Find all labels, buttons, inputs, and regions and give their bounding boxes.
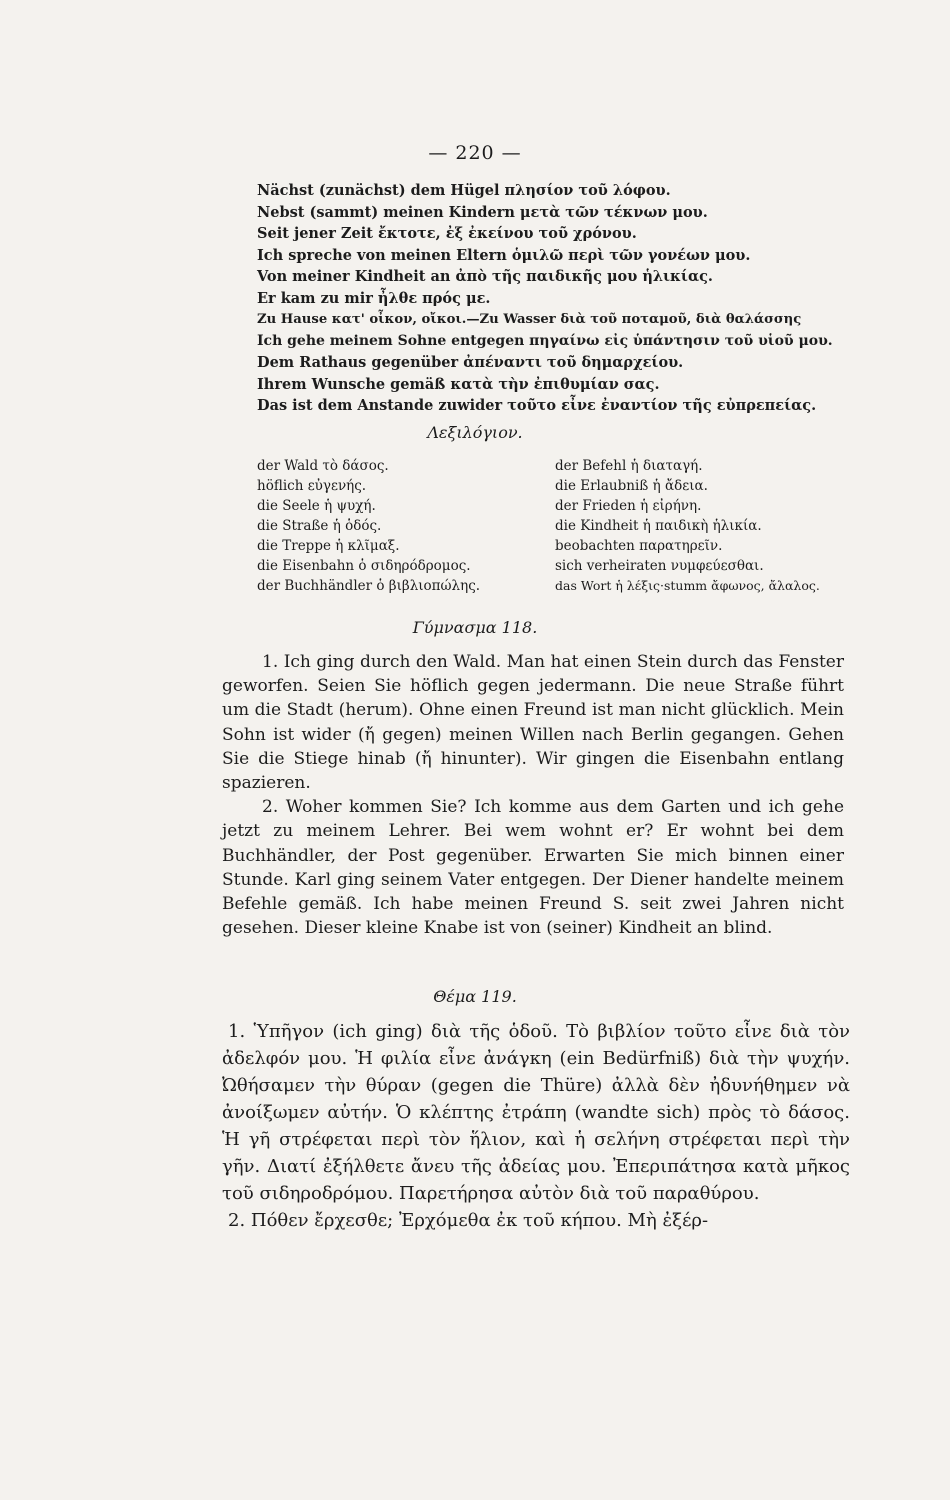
phrase-line: Ich gehe meinem Sohne entgegen πηγαίνω εἰς ὑπάντησιν τοῦ υἱοῦ μου. <box>257 332 833 349</box>
exercise-paragraph: 1. Ich ging durch den Wald. Man hat einen Stein durch das Fenster geworfen. Seien Sie höflich gegen jedermann. Die neue Straße führt um die Stadt (herum). Ohne einen Freund ist man nicht glücklich. Mein Sohn ist wider (ἤ gegen) meinen Willen nach Berlin gegangen. Gehen Sie die Stiege hinab (ἤ hinunter). Wir gingen die Eisenbahn entlang spazieren. <box>222 652 844 794</box>
vocabulary-entry: der Wald τὸ δάσος. <box>257 458 389 474</box>
vocabulary-entry: der Befehl ἡ διαταγή. <box>555 458 703 474</box>
vocabulary-entry: beobachten παρατηρεῖν. <box>555 538 723 554</box>
vocabulary-entry: die Eisenbahn ὁ σιδηρόδρομος. <box>257 558 471 574</box>
vocabulary-right-column <box>555 456 820 596</box>
vocabulary-entry: die Straße ἡ ὁδός. <box>257 518 382 534</box>
phrase-line: Nächst (zunächst) dem Hügel πλησίον τοῦ λόφου. <box>257 182 671 199</box>
vocabulary-heading: Λεξιλόγιον. <box>427 423 523 442</box>
vocabulary-entry: die Kindheit ἡ παιδικὴ ἡλικία. <box>555 518 762 534</box>
phrase-line: Dem Rathaus gegenüber ἀπέναντι τοῦ δημαρχείου. <box>257 354 684 371</box>
vocabulary-entry: sich verheiraten νυμφεύεσθαι. <box>555 558 764 574</box>
theme-text <box>222 1018 850 1234</box>
phrase-line: Das ist dem Anstande zuwider τοῦτο εἶνε ἐναντίον τῆς εὐπρεπείας. <box>257 397 817 414</box>
vocabulary-left-column <box>257 456 480 596</box>
vocabulary-entry: die Seele ἡ ψυχή. <box>257 498 376 514</box>
page-number: — 220 — <box>428 142 522 164</box>
phrase-line: Zu Hause κατ' οἶκον, οἴκοι.—Zu Wasser διὰ τοῦ ποταμοῦ, διὰ θαλάσσης <box>257 312 802 327</box>
theme-paragraph: 1. Ὑπῆγον (ich ging) διὰ τῆς ὁδοῦ. Τὸ βιβλίον τοῦτο εἶνε διὰ τὸν ἀδελφόν μου. Ἡ φιλία εἶνε ἀνάγκη (ein Bedürfniß) διὰ τὴν ψυχήν. Ὠθήσαμεν τὴν θύραν (gegen die Thüre) ἀλλὰ δὲν ἠδυνήθημεν νὰ ἀνοίξωμεν αὐτήν. Ὁ κλέπτης ἐτράπη (wandte sich) πρὸς τὸ δάσος. Ἡ γῆ στρέφεται περὶ τὸν ἥλιον, καὶ ἡ σελήνη στρέφεται περὶ τὴν γῆν. Διατί ἐξήλθετε ἄνευ τῆς ἀδείας μου. Ἐπεριπάτησα κατὰ μῆκος τοῦ σιδηροδρόμου. Παρετήρησα αὐτὸν διὰ τοῦ παραθύρου. <box>222 1021 850 1204</box>
phrase-line: Ihrem Wunsche gemäß κατὰ τὴν ἐπιθυμίαν σας. <box>257 375 660 393</box>
vocabulary-entry: das Wort ἡ λέξις·stumm ἄφωνος, ἄλαλος. <box>555 578 820 593</box>
theme-heading: Θέμα 119. <box>433 987 517 1006</box>
phrase-line: Seit jener Zeit ἔκτοτε, ἐξ ἐκείνου τοῦ χρόνου. <box>257 225 637 242</box>
phrase-line: Ich spreche von meinen Eltern ὁμιλῶ περὶ τῶν γονέων μου. <box>257 246 751 264</box>
vocabulary-entry: die Erlaubniß ἡ ἄδεια. <box>555 478 708 494</box>
phrase-list <box>257 180 857 417</box>
exercise-heading: Γύμνασμα 118. <box>412 618 538 637</box>
phrase-line: Nebst (sammt) meinen Kindern μετὰ τῶν τέκνων μου. <box>257 203 708 221</box>
vocabulary-entry: höflich εὐγενής. <box>257 478 367 494</box>
phrase-line: Von meiner Kindheit an ἀπὸ τῆς παιδικῆς μου ἡλικίας. <box>257 268 713 285</box>
vocabulary-entry: der Frieden ἡ εἰρήνη. <box>555 498 702 514</box>
phrase-line: Er kam zu mir ἦλθε πρός με. <box>257 289 491 307</box>
exercise-paragraph: 2. Woher kommen Sie? Ich komme aus dem Garten und ich gehe jetzt zu meinem Lehrer. Bei wem wohnt er? Er wohnt bei dem Buchhändler, der Post gegenüber. Erwarten Sie mich binnen einer Stunde. Karl ging seinem Vater entgegen. Der Diener handelte meinem Befehle gemäß. Ich habe meinen Freund S. seit zwei Jahren nicht gesehen. Dieser kleine Knabe ist von (seiner) Kindheit an blind. <box>222 797 844 939</box>
vocabulary-entry: der Buchhändler ὁ βιβλιοπώλης. <box>257 578 481 594</box>
vocabulary-entry: die Treppe ἡ κλῖμαξ. <box>257 538 400 554</box>
theme-paragraph: 2. Πόθεν ἔρχεσθε; Ἐρχόμεθα ἐκ τοῦ κήπου. Μὴ ἐξέρ- <box>228 1210 709 1231</box>
exercise-text <box>222 650 844 940</box>
